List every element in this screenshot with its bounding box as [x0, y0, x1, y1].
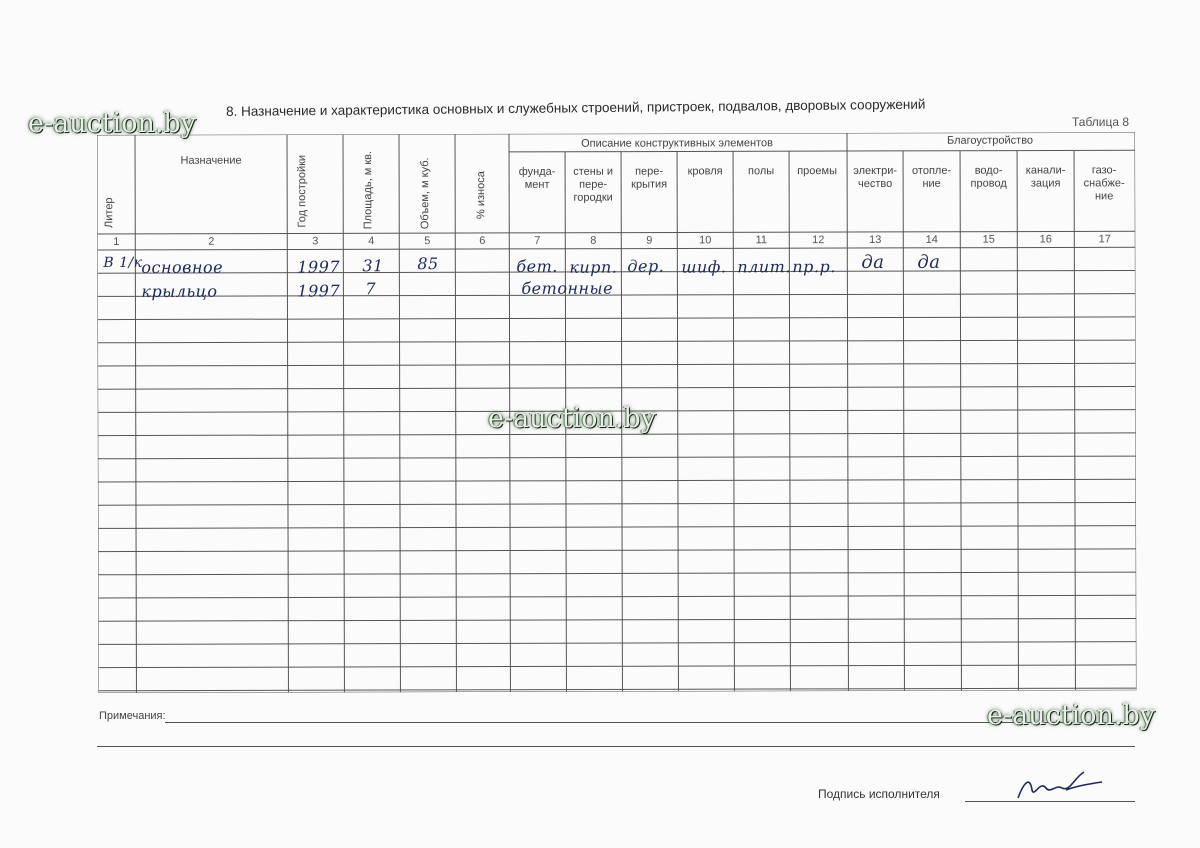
column-number: 10: [699, 234, 712, 247]
column-number: 9: [646, 234, 653, 247]
column-number: 2: [208, 235, 215, 248]
row1-electric: да: [861, 251, 885, 273]
column-number: 12: [812, 234, 825, 247]
column-number: 16: [1039, 233, 1052, 246]
column-number: 1: [113, 235, 120, 248]
header-amenities-group: Благоустройство: [946, 134, 1034, 147]
row1-roof: шиф.: [681, 257, 727, 277]
header-gas: газо- снабже- ние: [1083, 164, 1125, 203]
grid-row-line: [97, 317, 1135, 320]
header-purpose: Назначение: [180, 154, 242, 167]
row1-area: 31: [362, 256, 384, 276]
column-number: 13: [869, 233, 882, 246]
grid-col-line: [135, 135, 136, 693]
header-foundation: фунда- мент: [518, 165, 556, 191]
column-number: 3: [312, 235, 319, 248]
column-number: 5: [424, 235, 431, 248]
header-year-text: Год постройки: [296, 154, 309, 228]
header-area: Площадь, м кв.: [362, 150, 375, 230]
row2-area: 7: [365, 279, 377, 299]
grid-row-line: [98, 572, 1136, 575]
column-number: 6: [479, 234, 486, 247]
notes-label: Примечания:: [99, 710, 166, 722]
header-floor: полы: [747, 165, 775, 178]
header-roof: кровля: [687, 165, 723, 178]
header-walls: стены и пере- городки: [573, 165, 613, 204]
header-wear: % износа: [475, 171, 488, 220]
header-construction-group: Описание конструктивных элементов: [581, 137, 773, 150]
signature-label: Подпись исполнителя: [818, 787, 940, 801]
column-number: 14: [925, 233, 938, 246]
grid-row-line: [98, 526, 1136, 529]
row1-liter: В 1/к: [103, 254, 143, 271]
grid-row-line: [98, 502, 1136, 505]
column-number: 8: [590, 234, 597, 247]
grid-row-line: [97, 294, 1135, 297]
row2-purpose: крыльцо: [141, 281, 218, 301]
header-heating: отопле- ние: [912, 164, 952, 190]
grid-col-line: [455, 134, 456, 692]
header-openings: проемы: [797, 165, 838, 178]
header-water: водо- провод: [970, 164, 1007, 190]
grid-row-line: [98, 340, 1136, 343]
grid-row-line: [98, 665, 1136, 668]
header-year: [296, 155, 308, 228]
handwritten-signature: [1010, 768, 1110, 808]
page-title: 8. Назначение и характеристика основных и служебных строений, пристроек, подвалов, дворовых сооружений: [226, 96, 926, 119]
row1-year: 1997: [297, 257, 341, 277]
grid-row-line: [98, 618, 1136, 621]
grid-row-line: [98, 642, 1136, 645]
row1-floor: плит.: [737, 257, 791, 277]
row1-volume: 85: [417, 254, 439, 274]
grid-row-line: [98, 549, 1136, 552]
row1-purpose: основное: [141, 257, 224, 277]
row1-heating: да: [917, 251, 941, 273]
column-number: 11: [755, 234, 767, 247]
row1-walls: кирп.: [569, 257, 618, 277]
table-label: Таблица 8: [1072, 115, 1130, 129]
grid-row-line: [98, 456, 1136, 459]
header-electric: электри- чество: [853, 164, 898, 191]
row2-foundation: бетонные: [521, 278, 614, 298]
grid-col-line: [97, 135, 98, 693]
grid-row-line: [98, 363, 1136, 366]
header-floors-slab: пере- крытия: [631, 165, 668, 191]
watermark-bottom-right: e-auction.by: [987, 700, 1155, 731]
column-number: 15: [982, 233, 995, 246]
watermark-center: e-auction.by: [488, 403, 656, 434]
grid-col-line: [1135, 132, 1136, 690]
header-liter: Литер: [103, 197, 116, 228]
row1-foundation: бет.: [516, 256, 558, 276]
column-number: 7: [534, 234, 541, 247]
grid-row-line: [98, 595, 1136, 598]
header-sewer: канали- зация: [1025, 164, 1066, 190]
grid-row-line: [98, 479, 1136, 482]
column-number: 4: [368, 235, 375, 248]
row1-floors-slab: дер.: [627, 256, 665, 276]
notes-line-2: [97, 746, 1135, 747]
row1-openings: пр.р.: [792, 257, 836, 277]
grid-row-line: [98, 386, 1136, 389]
header-volume: Объем, м куб.: [419, 157, 432, 230]
grid-col-line: [399, 134, 400, 692]
grid-col-line: [287, 135, 288, 693]
row2-year: 1997: [297, 281, 341, 301]
watermark-top-left: e-auction.by: [28, 108, 196, 139]
grid-col-line: [847, 133, 848, 691]
column-number: 17: [1098, 233, 1111, 246]
grid-col-line: [343, 134, 344, 692]
